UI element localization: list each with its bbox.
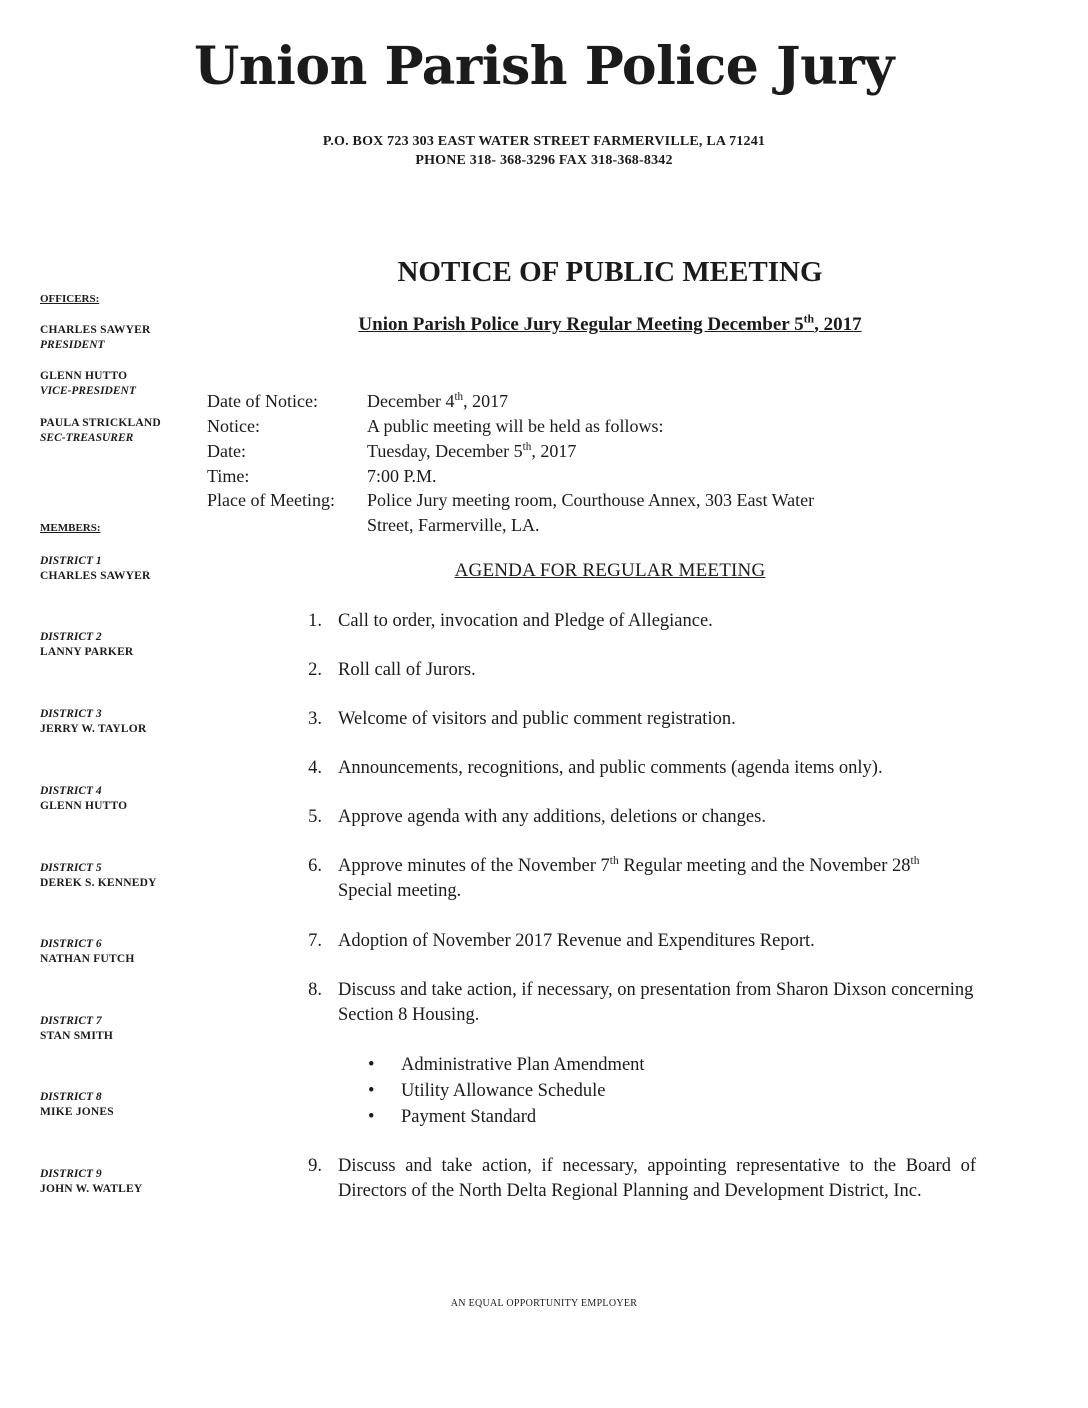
officer-name: GLENN HUTTO — [40, 370, 128, 382]
agenda-text: Discuss and take action, if necessary, appointing representative to the Board of Directors of the North Delta Regional Planning and Development District, Inc. — [338, 1156, 976, 1201]
officers-heading: OFFICERS: — [40, 293, 100, 305]
member-name: GLENN HUTTO — [40, 800, 128, 812]
member-name: JOHN W. WATLEY — [40, 1183, 143, 1195]
officer-role: SEC-TREASURER — [40, 432, 134, 444]
member-district-9 — [40, 1167, 142, 1197]
agenda-number: 9. — [308, 1156, 322, 1176]
agenda-text: Adoption of November 2017 Revenue and Expenditures Report. — [338, 931, 815, 951]
letterhead-address: P.O. BOX 723 303 EAST WATER STREET FARMERVILLE, LA 71241 — [322, 134, 766, 149]
agenda-number: 2. — [308, 660, 322, 680]
detail-label: Place of Meeting: — [207, 490, 335, 510]
member-district-3 — [40, 707, 146, 737]
district-label: DISTRICT 4 — [40, 785, 102, 797]
agenda-number: 4. — [308, 758, 322, 778]
detail-value: Police Jury meeting room, Courthouse Annex, 303 East Water Street, Farmerville, LA. — [367, 490, 815, 535]
detail-label: Date of Notice: — [207, 391, 318, 411]
officer-name: CHARLES SAWYER — [40, 324, 151, 336]
district-label: DISTRICT 8 — [40, 1091, 102, 1103]
member-district-4 — [40, 784, 127, 814]
bullet-icon: • — [368, 1107, 375, 1127]
agenda-text: Approve agenda with any additions, deletions or changes. — [338, 807, 766, 827]
member-name: DEREK S. KENNEDY — [40, 877, 157, 889]
footer-text: AN EQUAL OPPORTUNITY EMPLOYER — [450, 1298, 638, 1309]
member-name: STAN SMITH — [40, 1030, 114, 1042]
agenda-text: Announcements, recognitions, and public comments (agenda items only). — [338, 758, 883, 778]
officer-name: PAULA STRICKLAND — [40, 417, 161, 429]
detail-label: Notice: — [207, 416, 260, 436]
district-label: DISTRICT 5 — [40, 862, 102, 874]
agenda-number: 5. — [308, 807, 322, 827]
agenda-number: 1. — [308, 611, 322, 631]
member-district-7 — [40, 1014, 113, 1044]
district-label: DISTRICT 6 — [40, 938, 102, 950]
member-district-1 — [40, 554, 150, 584]
officer-role: PRESIDENT — [40, 339, 105, 351]
agenda-number: 6. — [308, 856, 322, 876]
officer-role: VICE-PRESIDENT — [40, 385, 136, 397]
member-name: NATHAN FUTCH — [40, 953, 135, 965]
sub-item-text: Administrative Plan Amendment — [401, 1055, 645, 1075]
sub-item-text: Utility Allowance Schedule — [401, 1081, 606, 1101]
district-label: DISTRICT 2 — [40, 631, 102, 643]
agenda-number: 7. — [308, 931, 322, 951]
detail-value: December 4th, 2017 — [367, 391, 509, 411]
member-district-2 — [40, 630, 133, 660]
letterhead-title: Union Parish Police Jury — [193, 36, 894, 97]
district-label: DISTRICT 9 — [40, 1168, 102, 1180]
district-label: DISTRICT 3 — [40, 708, 102, 720]
agenda-text: Approve minutes of the November 7th Regular meeting and the November 28th Special meeting. — [338, 854, 920, 901]
district-label: DISTRICT 7 — [40, 1015, 102, 1027]
detail-value: A public meeting will be held as follows: — [367, 416, 664, 436]
officer-vice-president — [40, 369, 136, 399]
agenda-number: 8. — [308, 980, 322, 1000]
member-district-6 — [40, 937, 135, 967]
agenda-number: 3. — [308, 709, 322, 729]
member-name: JERRY W. TAYLOR — [40, 723, 147, 735]
agenda-text: Roll call of Jurors. — [338, 660, 476, 680]
member-name: MIKE JONES — [40, 1106, 114, 1118]
agenda-text: Welcome of visitors and public comment registration. — [338, 709, 736, 729]
member-name: CHARLES SAWYER — [40, 570, 151, 582]
sub-item-text: Payment Standard — [401, 1107, 537, 1127]
detail-label: Date: — [207, 441, 246, 461]
detail-value: 7:00 P.M. — [367, 466, 437, 486]
agenda-heading: AGENDA FOR REGULAR MEETING — [454, 560, 766, 581]
detail-label: Time: — [207, 466, 250, 486]
meeting-title: Union Parish Police Jury Regular Meeting December 5th, 2017 — [358, 312, 862, 335]
member-district-5 — [40, 861, 157, 891]
bullet-icon: • — [368, 1055, 375, 1075]
detail-value: Tuesday, December 5th, 2017 — [367, 441, 577, 461]
member-name: LANNY PARKER — [40, 646, 134, 658]
officer-president — [40, 323, 150, 353]
officer-sec-treasurer — [40, 416, 161, 446]
member-district-8 — [40, 1090, 114, 1120]
letterhead-phone: PHONE 318- 368-3296 FAX 318-368-8342 — [415, 153, 673, 168]
agenda-text: Call to order, invocation and Pledge of Allegiance. — [338, 611, 713, 631]
members-heading: MEMBERS: — [40, 522, 101, 534]
district-label: DISTRICT 1 — [40, 555, 102, 567]
bullet-icon: • — [368, 1081, 375, 1101]
agenda-text: Discuss and take action, if necessary, on presentation from Sharon Dixson concerning Section 8 Housing. — [338, 980, 974, 1025]
notice-title: NOTICE OF PUBLIC MEETING — [397, 256, 823, 288]
